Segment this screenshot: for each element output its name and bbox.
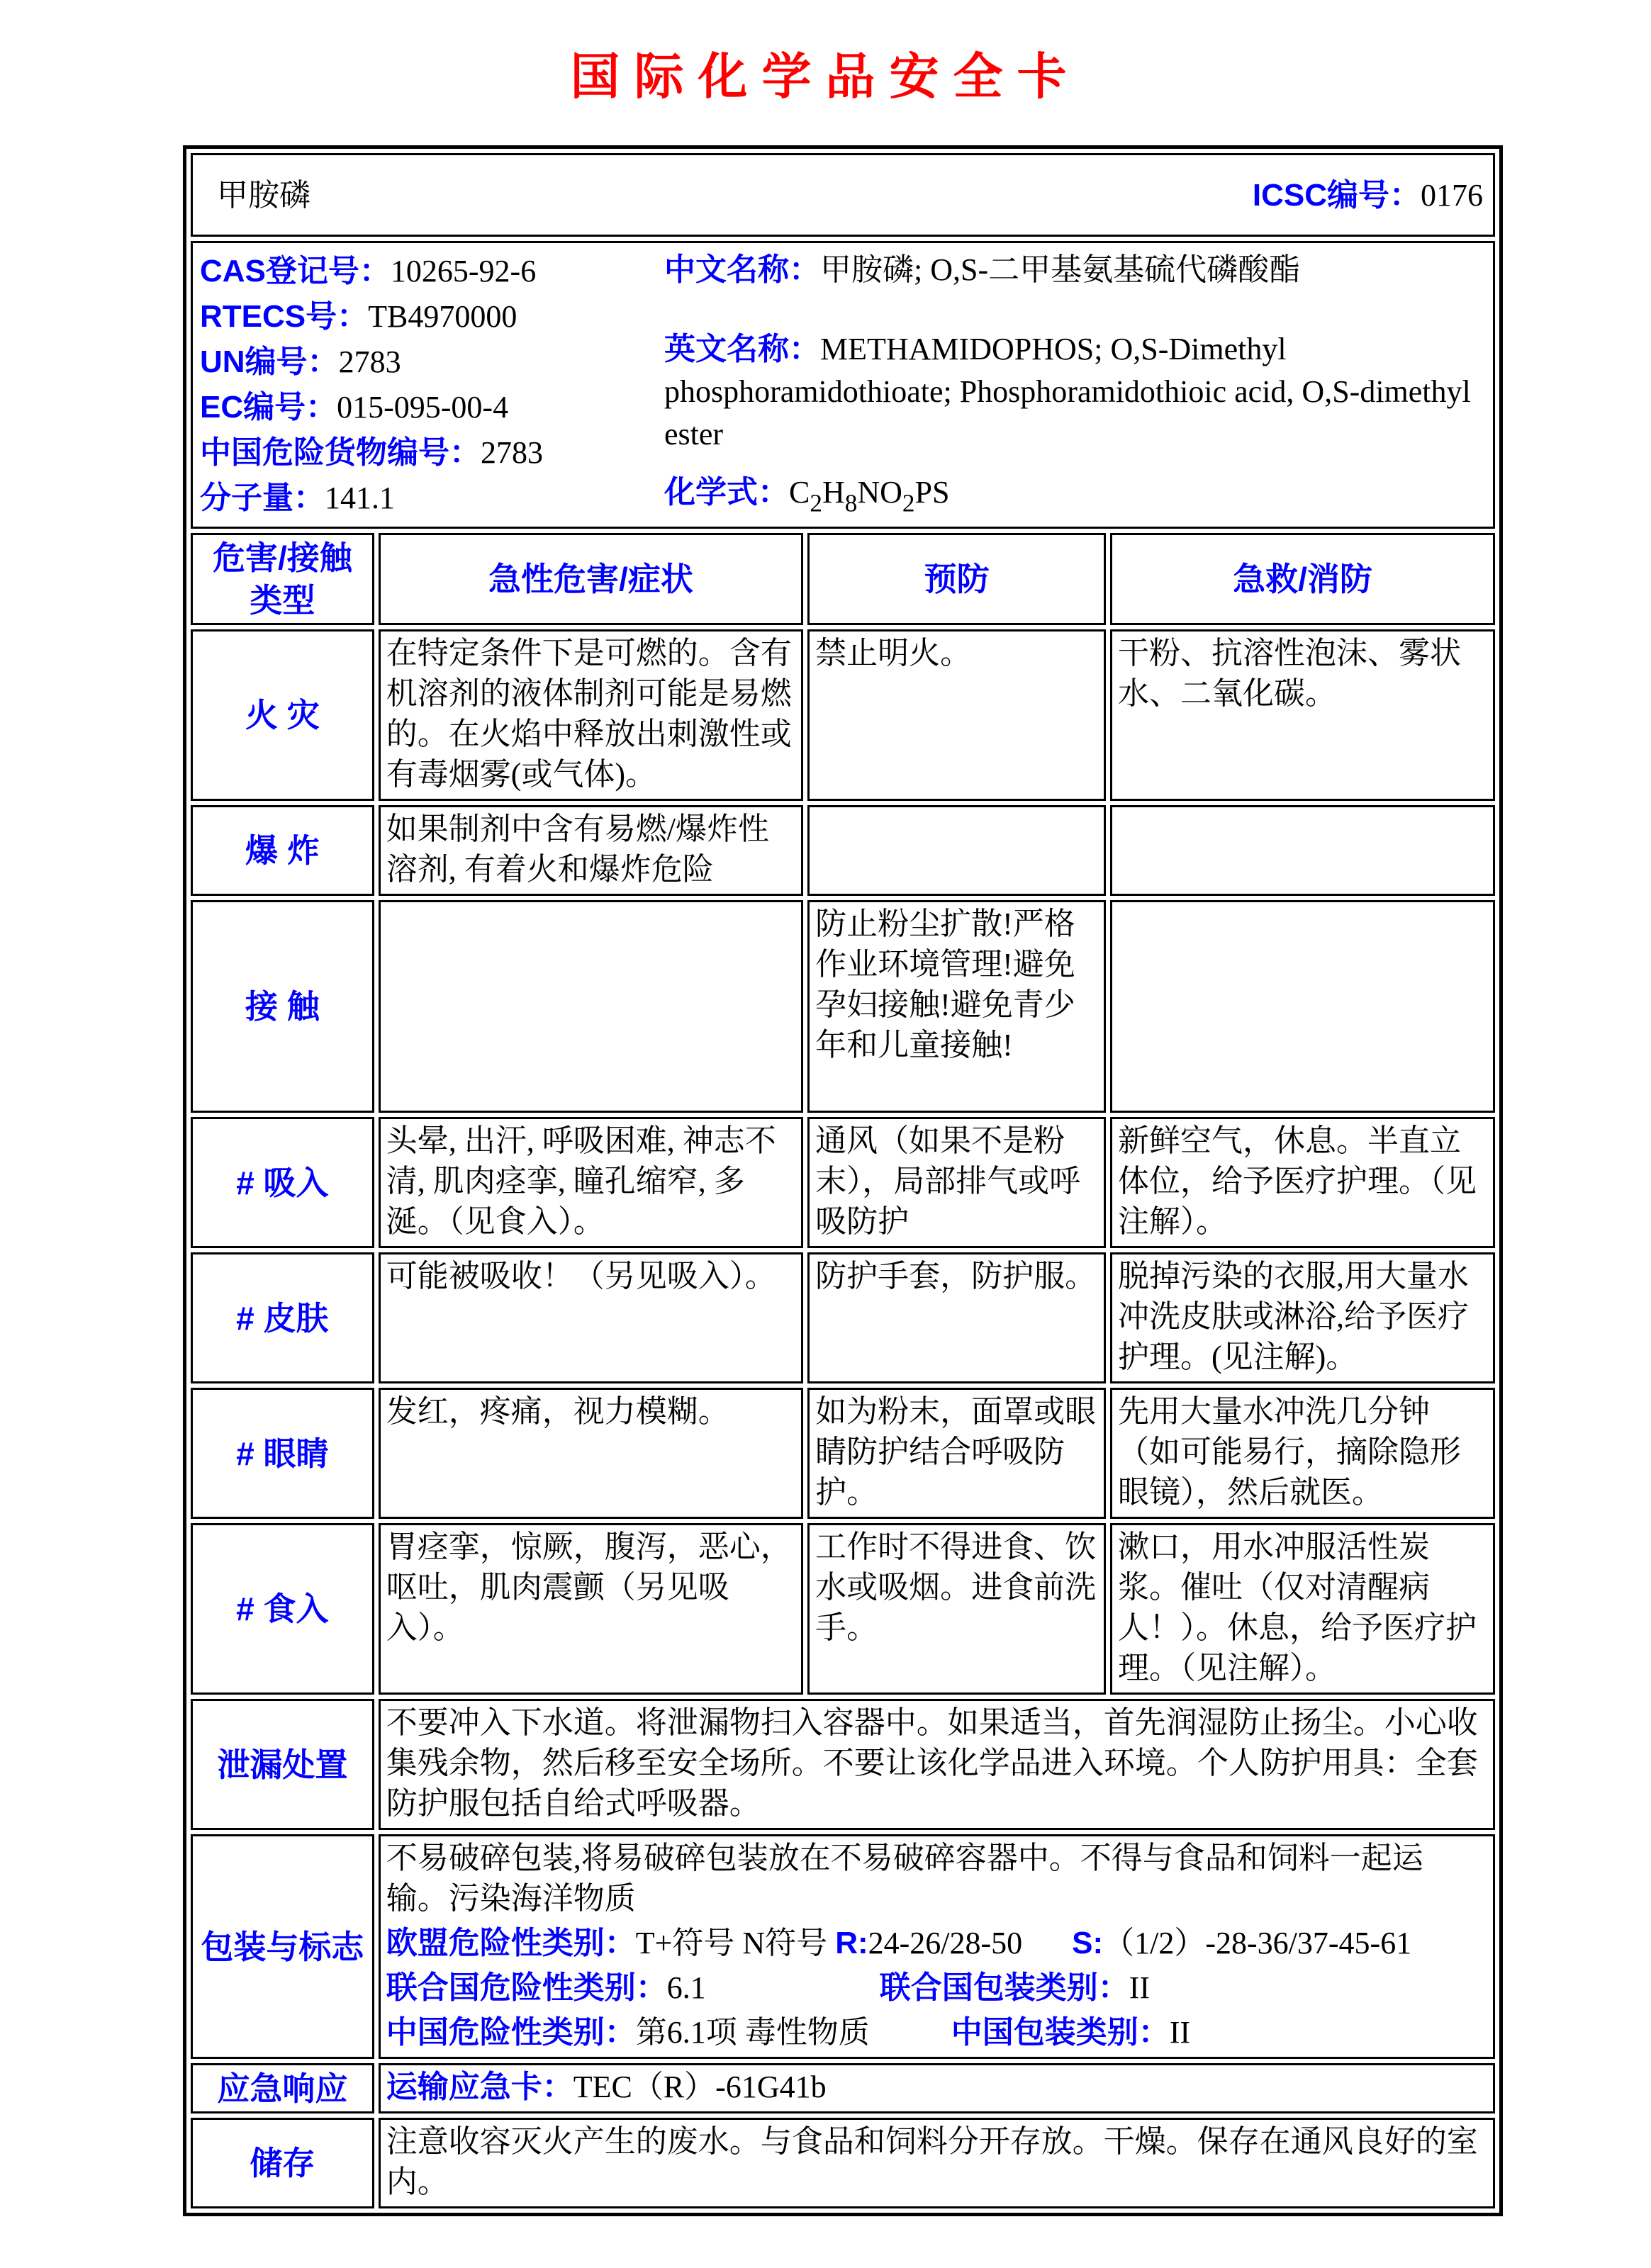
spill-disposal-label-cell: 泄漏处置 [191, 1699, 374, 1830]
packaging-row [191, 1834, 1495, 2059]
packaging-label-cell: 包装与标志 [191, 1834, 374, 2059]
r-phrase-label: R: [835, 1926, 868, 1960]
ec-number-line [200, 385, 664, 430]
hazard-row-fire [191, 629, 1495, 801]
r-phrase-value: 24-26/28-50 [868, 1926, 1023, 1960]
header-prevention: 预防 [807, 533, 1106, 625]
english-name-line [664, 328, 1486, 456]
english-name-value: METHAMIDOPHOS; O,S-Dimethyl phosphoramidothioate; Phosphoramidothioic acid, O,S-dimethyl ester [664, 332, 1471, 451]
eyes-firstaid-cell: 先用大量水冲洗几分钟（如可能易行，摘除隐形眼镜），然后就医。 [1110, 1388, 1495, 1519]
molecular-weight-label: 分子量： [200, 481, 325, 515]
molecular-weight-value: 141.1 [325, 481, 395, 515]
exposure-symptoms-cell [379, 900, 803, 1113]
packaging-intro: 不易破碎包装,将易破碎包装放在不易破碎容器中。不得与食品和饲料一起运输。污染海洋物质 [386, 1841, 1423, 1916]
explosion-symptoms-cell: 如果制剂中含有易燃/爆炸性溶剂, 有着火和爆炸危险 [379, 805, 803, 896]
identification-row [191, 241, 1495, 529]
eyes-type-cell: # 眼睛 [191, 1388, 374, 1519]
un-label: UN编号： [200, 344, 339, 379]
un-class-line [386, 1967, 1484, 2008]
cas-number-line [200, 249, 664, 294]
eu-hazard-symbols: T+符号 N符号 [635, 1926, 836, 1960]
fire-symptoms-cell: 在特定条件下是可燃的。含有机溶剂的液体制剂可能是易燃的。在火焰中释放出刺激性或有毒烟雾(或气体)。 [379, 629, 803, 801]
hazard-table-header-row [191, 533, 1495, 625]
formula-value: $C_2H_8NO_2PS$ [789, 475, 950, 517]
formula-line [664, 471, 1486, 517]
fire-type-cell: 火 灾 [191, 629, 374, 801]
inhalation-type-cell: # 吸入 [191, 1117, 374, 1248]
un-class-value: 6.1 [666, 1970, 706, 2005]
un-class-label: 联合国危险性类别： [386, 1970, 667, 2005]
hazard-row-exposure [191, 900, 1495, 1113]
ingestion-symptoms-cell: 胃痉挛，惊厥，腹泻，恶心，呕吐，肌肉震颤（另见吸入）。 [379, 1523, 803, 1695]
china-dg-value: 2783 [481, 435, 543, 470]
skin-symptoms-cell: 可能被吸收！（另见吸入）。 [379, 1252, 803, 1383]
molecular-weight-line [200, 476, 664, 521]
icsc-card-table [183, 145, 1503, 2216]
skin-firstaid-cell: 脱掉污染的衣服,用大量水冲洗皮肤或淋浴,给予医疗护理。(见注解)。 [1110, 1252, 1495, 1383]
card-header-cell [191, 153, 1495, 237]
inhalation-symptoms-cell: 头晕, 出汗, 呼吸困难, 神志不清, 肌肉痉挛, 瞳孔缩窄, 多涎。（见食入）。 [379, 1117, 803, 1248]
rtecs-number-line [200, 294, 664, 339]
china-class-value: 第6.1项 毒性物质 [635, 2015, 870, 2050]
cas-value: 10265-92-6 [390, 254, 537, 288]
hazard-row-inhalation [191, 1117, 1495, 1248]
formula-label: 化学式： [664, 475, 789, 510]
chinese-name-line [664, 249, 1486, 291]
fire-firstaid-cell: 干粉、抗溶性泡沫、雾状水、二氧化碳。 [1110, 629, 1495, 801]
cas-label: CAS登记号： [200, 254, 391, 288]
ingestion-prevention-cell: 工作时不得进食、饮水或吸烟。进食前洗手。 [807, 1523, 1106, 1695]
hazard-row-ingestion [191, 1523, 1495, 1695]
un-number-line [200, 339, 664, 385]
exposure-type-cell: 接 触 [191, 900, 374, 1113]
s-phrase-label: S: [1072, 1926, 1104, 1960]
ingestion-firstaid-cell: 漱口，用水冲服活性炭浆。催吐（仅对清醒病人！）。休息，给予医疗护理。（见注解）。 [1110, 1523, 1495, 1695]
english-name-label: 英文名称： [664, 332, 820, 366]
hazard-row-skin [191, 1252, 1495, 1383]
un-pack-value: II [1129, 1970, 1151, 2005]
explosion-prevention-cell [807, 805, 1106, 896]
rtecs-label: RTECS号： [200, 299, 369, 334]
china-class-label: 中国危险性类别： [386, 2015, 636, 2050]
icsc-number-value: 0176 [1421, 177, 1483, 213]
fire-prevention-cell: 禁止明火。 [807, 629, 1106, 801]
skin-prevention-cell: 防护手套，防护服。 [807, 1252, 1106, 1383]
emergency-response-row [191, 2063, 1495, 2113]
spill-disposal-row [191, 1699, 1495, 1830]
un-value: 2783 [338, 344, 401, 379]
page-title: 国际化学品安全卡 [570, 49, 1081, 104]
china-dg-number-line [200, 430, 664, 476]
transport-card-label: 运输应急卡： [386, 2070, 573, 2104]
chemical-names-block [664, 249, 1486, 521]
chinese-name-value: 甲胺磷; O,S-二甲基氨基硫代磷酸酯 [820, 252, 1301, 287]
emergency-content-cell [379, 2063, 1495, 2113]
header-firstaid: 急救/消防 [1110, 533, 1495, 625]
skin-type-cell: # 皮肤 [191, 1252, 374, 1383]
card-header-row [191, 153, 1495, 237]
chinese-name-label: 中文名称： [664, 252, 820, 287]
storage-row [191, 2118, 1495, 2208]
eyes-prevention-cell: 如为粉末，面罩或眼睛防护结合呼吸防护。 [807, 1388, 1106, 1519]
icsc-number-group [1253, 175, 1483, 215]
eu-hazard-class-label: 欧盟危险性类别： [386, 1926, 636, 1960]
storage-label-cell: 储存 [191, 2118, 374, 2208]
eu-hazard-class-line [386, 1923, 1484, 1963]
header-symptoms: 急性危害/症状 [379, 533, 803, 625]
ingestion-type-cell: # 食入 [191, 1523, 374, 1695]
inhalation-prevention-cell: 通风（如果不是粉末），局部排气或呼吸防护 [807, 1117, 1106, 1248]
packaging-content-cell [379, 1834, 1495, 2059]
china-pack-value: II [1169, 2015, 1191, 2050]
header-hazard-type: 危害/接触 类型 [191, 533, 374, 625]
exposure-firstaid-cell [1110, 900, 1495, 1113]
hazard-row-explosion [191, 805, 1495, 896]
storage-text-cell: 注意收容灭火产生的废水。与食品和饲料分开存放。干燥。保存在通风良好的室内。 [379, 2118, 1495, 2208]
icsc-number-label: ICSC编号： [1252, 177, 1421, 213]
ec-label: EC编号： [200, 390, 337, 425]
identification-cell [191, 241, 1495, 529]
eyes-symptoms-cell: 发红，疼痛，视力模糊。 [379, 1388, 803, 1519]
inhalation-firstaid-cell: 新鲜空气，休息。半直立体位，给予医疗护理。（见注解）。 [1110, 1117, 1495, 1248]
s-phrase-value: （1/2）-28-36/37-45-61 [1103, 1926, 1412, 1960]
china-class-line [386, 2012, 1484, 2053]
exposure-prevention-cell: 防止粉尘扩散!严格作业环境管理!避免孕妇接触!避免青少年和儿童接触! [807, 900, 1106, 1113]
rtecs-value: TB4970000 [368, 299, 517, 334]
explosion-type-cell: 爆 炸 [191, 805, 374, 896]
registry-numbers-block [200, 249, 664, 521]
spill-disposal-text-cell: 不要冲入下水道。将泄漏物扫入容器中。如果适当，首先润湿防止扬尘。小心收集残余物，然后移至安全场所。不要让该化学品进入环境。个人防护用具：全套防护服包括自给式呼吸器。 [379, 1699, 1495, 1830]
china-pack-label: 中国包装类别： [951, 2015, 1170, 2050]
china-dg-label: 中国危险货物编号： [200, 435, 481, 470]
explosion-firstaid-cell [1110, 805, 1495, 896]
ec-value: 015-095-00-4 [337, 390, 509, 425]
hazard-row-eyes [191, 1388, 1495, 1519]
emergency-label-cell: 应急响应 [191, 2063, 374, 2113]
un-pack-label: 联合国包装类别： [879, 1970, 1129, 2005]
transport-card-value: TEC（R）-61G41b [573, 2070, 827, 2104]
substance-name: 甲胺磷 [217, 177, 310, 213]
